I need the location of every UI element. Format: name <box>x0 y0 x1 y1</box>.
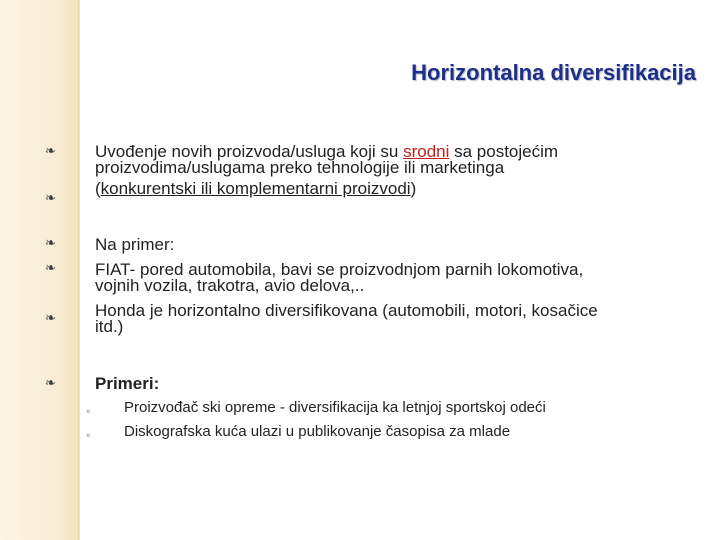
fleuron-bullet-icon: ❧ <box>45 143 56 158</box>
circle-bullet-icon: ◦ <box>86 428 91 442</box>
text-line: Honda je horizontalno diversifikovana (automobili, motori, kosačice <box>95 301 598 320</box>
text-line: proizvodima/uslugama preko tehnologije ili marketinga <box>95 158 505 177</box>
text-line: itd.) <box>95 317 124 336</box>
text-span: Uvođenje novih proizvoda/usluga koji su <box>95 142 404 161</box>
fleuron-bullet-icon: ❧ <box>45 190 56 205</box>
fleuron-bullet-icon: ❧ <box>45 375 56 390</box>
fleuron-bullet-icon: ❧ <box>45 235 56 250</box>
circle-bullet-icon: ◦ <box>86 404 91 418</box>
examples-label: Primeri: <box>95 374 160 393</box>
text-line: Na primer: <box>95 235 175 254</box>
paragraph-definition <box>95 144 695 197</box>
text-line: FIAT- pored automobila, bavi se proizvodnjom parnih lokomotiva, <box>95 260 584 279</box>
paragraph-examples <box>95 237 695 335</box>
list-item: Diskografska kuća ulazi u publikovanje časopisa za mlade <box>124 423 511 440</box>
text-span: ) <box>410 179 417 198</box>
text-line <box>95 181 695 197</box>
list-item: Proizvođač ski opreme - diversifikacija ka letnjoj sportskoj odeći <box>124 399 546 416</box>
slide-title: Horizontalna diversifikacija <box>411 60 696 85</box>
text-span: ( <box>95 179 101 198</box>
fleuron-bullet-icon: ❧ <box>45 260 56 275</box>
fleuron-bullet-icon: ❧ <box>45 310 56 325</box>
highlight-word: srodni <box>403 142 450 161</box>
text-line: vojnih vozila, trakotra, avio delova,.. <box>95 276 365 295</box>
text-span: sa postojećim <box>449 142 559 161</box>
underlined-text: konkurentski ili komplementarni proizvodi <box>100 179 411 198</box>
